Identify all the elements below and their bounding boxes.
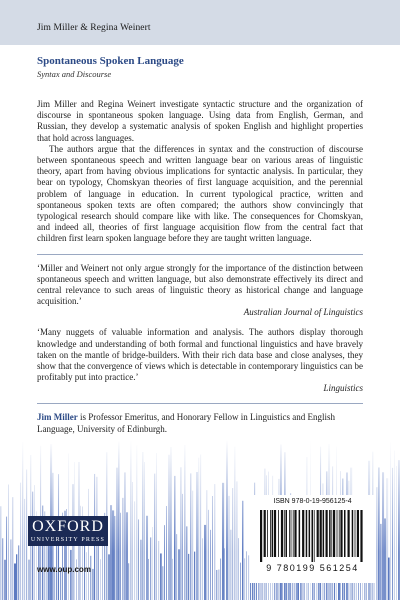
description-paragraph: Jim Miller and Regina Weinert investigate syntactic structure and the organization of discourse in spontaneous spoken language. Using data from English, German, and Russian, they develop a systematic analysis of spoken English and highlight properties that hold across languages. (37, 99, 363, 143)
barcode-digits: 9 780199 561254 (266, 563, 359, 573)
quote-source: Australian Journal of Linguistics (243, 307, 363, 318)
book-title: Spontaneous Spoken Language (37, 55, 184, 67)
author-bio (37, 412, 363, 434)
author-header: Jim Miller & Regina Weinert (37, 23, 151, 33)
publisher-logo (28, 516, 108, 546)
bio-text: is Professor Emeritus, and Honorary Fellow in Linguistics and English Language, University of Edinburgh. (37, 412, 335, 434)
divider (37, 403, 363, 404)
publisher-url: www.oup.com (37, 565, 91, 574)
back-cover-content (37, 55, 363, 462)
divider (37, 254, 363, 255)
description-paragraph: The authors argue that the differences in syntax and the construction of discourse between spontaneous speech and written language bear on various areas of linguistic theory, apart from having obvious implications for syntactic analysis. In particular, they bear on typology, Chomskyan theories of first language acquisition, and the perennial problem of language in education. In current typological practice, written and spontaneous spoken texts are often compared; the authors show convincingly that typological research should compare like with like. The consequences for Chomskyan, and indeed all, theories of first language acquisition flow from the central fact that children first learn spoken language before they are taught written language. (37, 143, 363, 244)
author-name: Jim Miller (37, 412, 78, 423)
review-quote (37, 263, 363, 319)
review-quote (37, 327, 363, 394)
barcode-graphic (260, 510, 365, 562)
quote-text: ‘Many nuggets of valuable information and analysis. The authors display thorough knowledge and understanding of both formal and functional linguistics and have bravely taken on the mantle of bridge-builders. With their rich data base and close analyses, they show that the convergence of views which is detectable in contemporary linguistics can be profitably put into practice.’ (37, 327, 363, 383)
quote-text: ‘Miller and Weinert not only argue strongly for the importance of the distinction between spontaneous speech and written language, but also demonstrate effectively its direct and central relevance to such areas of linguistic theory as historical change and language acquisition.’ (37, 262, 363, 307)
book-subtitle: Syntax and Discourse (37, 69, 112, 79)
publisher-press: UNIVERSITY PRESS (30, 537, 106, 543)
publisher-name: OXFORD (32, 518, 104, 535)
barcode-panel (250, 495, 375, 583)
quote-source: Linguistics (323, 383, 363, 394)
isbn-label: ISBN 978-0-19-956125-4 (273, 498, 352, 505)
